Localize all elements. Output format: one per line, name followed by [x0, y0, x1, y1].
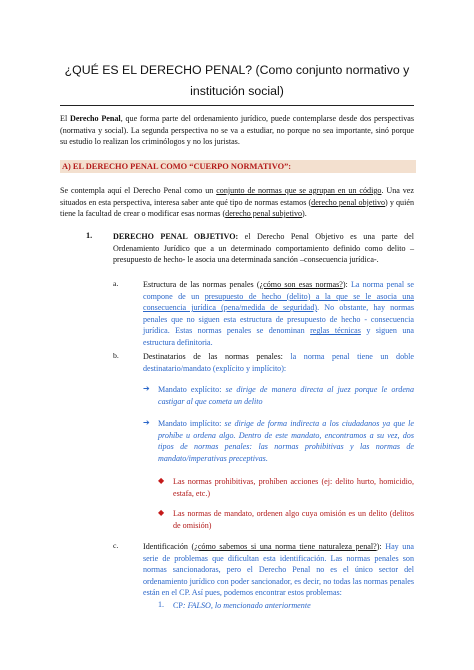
c-item1-number: 1.: [158, 600, 164, 609]
intro-part2: , que forma parte del ordenamiento jurídico, puede contemplarse desde dos perspectivas (normativa y social). La segunda perspectiva no se va a estudiar, no porque no sea importante, sinó porque su estudio lo realizan los criminólogos y no los juristas.: [60, 114, 415, 147]
sub-a-blue-2: . No obstante, hay normas penales que no siguen esta estructura de presupuesto de hecho - consecuencia jurídica. Estas normas penales se denominan: [143, 303, 414, 336]
section-part2: . Una vez situados en esta perspectiva, interesa saber ante qué tipo de normas estamos (: [60, 186, 414, 207]
sub-b-marker: b.: [113, 351, 119, 360]
sub-a-blue-underline-1: presupuesto de hecho (delito) a la que se le asocia una consecuencia jurídica (pena/medida de seguridad): [143, 291, 414, 313]
intro-term: Derecho Penal: [69, 114, 121, 123]
implicit-arrow-icon: ➔: [143, 418, 150, 427]
sub-a-part2: ):: [342, 280, 351, 289]
diamond-2-text: Las normas de mandato, ordenen algo cuya omisión es un delito (delitos de omisión): [173, 509, 414, 530]
c-item1-label: CP: [173, 601, 183, 610]
sub-a-part1: Estructura de las normas penales (: [143, 280, 260, 289]
sub-c-part2: ):: [376, 542, 386, 551]
sub-c-question: ¿cómo sabemos si una norma tiene naturaleza penal?: [194, 542, 377, 551]
diamond-1-icon: ◆: [158, 476, 165, 485]
page-title: ¿QUÉ ES EL DERECHO PENAL? (Como conjunto normativo y institución social): [64, 63, 410, 98]
diamond-2-icon: ◆: [158, 508, 165, 517]
sub-b-paragraph: [143, 351, 414, 374]
item1-paragraph: [113, 231, 414, 266]
sub-c-blue: Hay una serie de problemas que dificultan esta identificación. Las normas penales son normas sancionadoras, pero el Derecho Penal no es el único sector del ordenamiento jurídico con poder sancionador, es decir, no todas las normas penales están en el CP. Así pues, podemos encontrar estos problemas:: [143, 542, 414, 598]
section-paragraph: [60, 185, 414, 220]
item1-text: el Derecho Penal Objetivo es una parte del Ordenamiento Jurídico que a un determinado comportamiento definido como delito –presupuesto de hecho- le asocia una determinada sanción –consecuencia jurídica-.: [113, 232, 414, 265]
implicit-text: se dirige de forma indirecta a los ciudadanos ya que le prohíbe u ordena algo. Dentro de este mandato, encontramos a su vez, dos tipos de normas penales: las normas prohibitivas y las normas de mandato/imperativas preceptivas.: [158, 419, 414, 463]
sub-c-paragraph: [143, 541, 414, 599]
explicit-label: Mandato explícito:: [158, 385, 226, 394]
sub-a-blue-3: y siguen una estructura definitoria.: [143, 326, 414, 347]
section-heading: A) EL DERECHO PENAL COMO “CUERPO NORMATIVO”:: [60, 160, 416, 173]
sub-b-part1: Destinatarios de las normas penales:: [143, 352, 291, 361]
section-part3: ) y quién tiene la facultad de crear o modificar esas normas (: [60, 197, 414, 219]
intro-paragraph: [60, 113, 414, 148]
section-underline-3: derecho penal subjetivo: [225, 209, 303, 219]
sub-c-part1: Identificación (: [143, 542, 195, 551]
explicit-paragraph: [158, 384, 414, 407]
sub-a-marker: a.: [113, 279, 119, 288]
item1-heading: DERECHO PENAL OBJETIVO:: [113, 232, 239, 241]
diamond-1-text: Las normas prohibitivas, prohíben acciones (ej: delito hurto, homicidio, estafa, etc.): [173, 477, 414, 498]
sub-a-blue-1: La norma penal se compone de un: [143, 280, 414, 301]
implicit-label: Mandato implícito:: [158, 419, 225, 428]
sub-a-blue-underline-2: reglas técnicas: [310, 326, 361, 336]
sub-a-question: ¿cómo son esas normas?: [259, 280, 343, 289]
section-underline-2: derecho penal objetivo: [311, 197, 386, 207]
explicit-arrow-icon: ➔: [143, 384, 150, 393]
section-part1: Se contempla aquí el Derecho Penal como un: [60, 186, 217, 195]
section-part4: ).: [302, 209, 307, 219]
c-item1-text: : FALSO, lo mencionado anteriormente: [182, 601, 311, 610]
item1-number: 1.: [86, 231, 93, 240]
sub-a-paragraph: [143, 279, 414, 349]
c-item1-paragraph: [173, 600, 414, 612]
sub-b-blue: la norma penal tiene un doble destinatario/mandato (explícito y implícito):: [143, 352, 414, 373]
intro-part1: El: [60, 114, 70, 123]
sub-c-marker: c.: [113, 541, 119, 550]
explicit-text: se dirige de manera directa al juez porque le ordena castigar al que cometa un delito: [158, 385, 415, 406]
title-underline: [60, 105, 414, 106]
implicit-paragraph: [158, 418, 414, 464]
section-underline-1: conjunto de normas que se agrupan en un código: [216, 186, 382, 195]
